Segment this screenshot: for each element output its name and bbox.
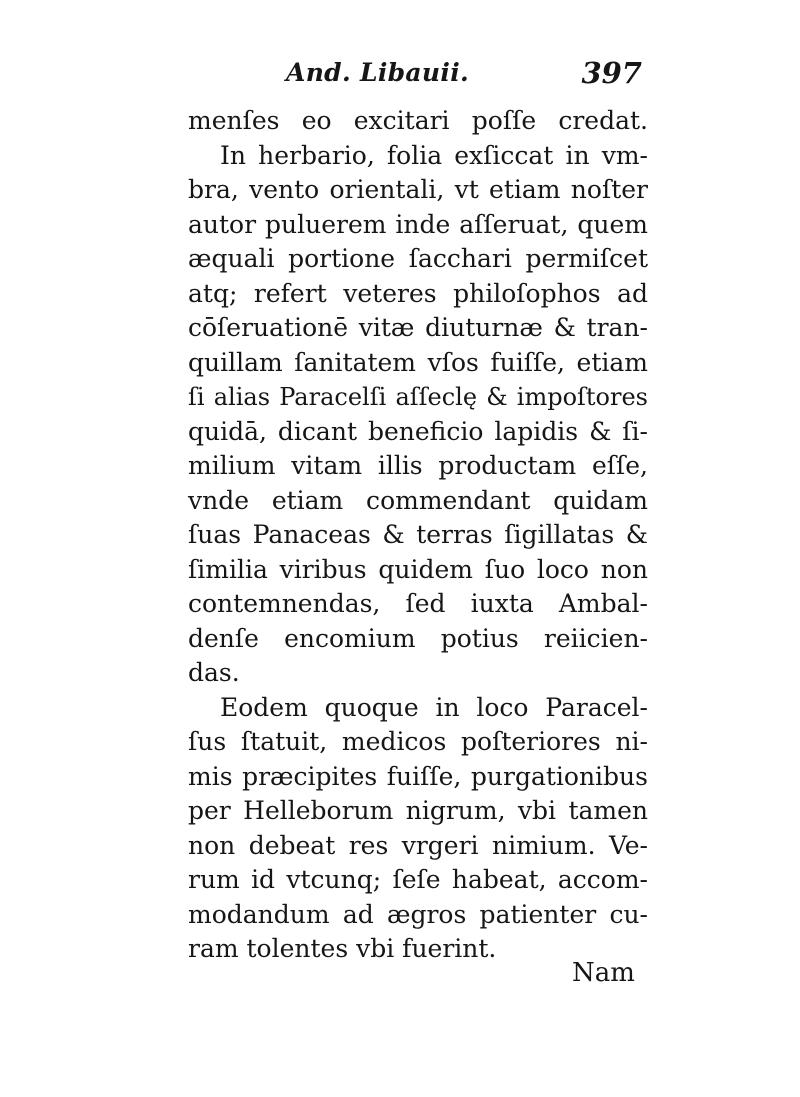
- page-number: 397: [581, 56, 642, 90]
- text-line: modandum ad ægros patienter cu-: [188, 899, 648, 929]
- text-line: cōſeruationē vitæ diuturnæ & tran-: [188, 313, 648, 342]
- text-line: menſes eo excitari poſſe credat.: [188, 106, 648, 135]
- text-line: denſe encomium potius reiicien-: [188, 623, 648, 653]
- text-line: rum id vtcunq; ſeſe habeat, accom-: [188, 865, 648, 894]
- text-line: milium vitam illis productam eſſe,: [188, 451, 648, 480]
- text-line: æquali portione ſacchari permiſcet: [188, 244, 648, 273]
- text-line: contemnendas, ſed iuxta Ambal-: [188, 589, 648, 618]
- text-line: vnde etiam commendant quidam: [188, 485, 648, 515]
- text-line: atq; refert veteres philoſophos ad: [188, 278, 648, 308]
- text-line: per Helleborum nigrum, vbi tamen: [188, 796, 648, 825]
- text-line: quidā, dicant beneficio lapidis & ſi-: [188, 416, 648, 446]
- text-line: quillam ſanitatem vſos fuiſſe, etiam: [188, 347, 648, 377]
- page-header: [186, 56, 646, 100]
- text-line: ſi alias Paracelſi aſſeclę & impoſtores: [188, 383, 648, 411]
- text-line: ram tolentes vbi fuerint.: [188, 934, 497, 963]
- text-line: ſuas Panaceas & terras ſigillatas &: [188, 520, 648, 549]
- text-line: Eodem quoque in loco Paracel-: [220, 692, 648, 722]
- text-line: bra, vento orientali, vt etiam noſter: [188, 175, 648, 204]
- text-line: autor puluerem inde aſſeruat, quem: [188, 209, 648, 239]
- text-line: ſus ſtatuit, medicos poſteriores ni-: [188, 727, 648, 756]
- text-line: mis præcipites fuiſſe, purgationibus: [188, 761, 648, 791]
- body-text: [188, 104, 648, 967]
- text-line: non debeat res vrgeri nimium. Ve-: [188, 830, 648, 860]
- text-line: ſimilia viribus quidem ſuo loco non: [188, 554, 648, 584]
- catchword: Nam: [572, 958, 635, 988]
- text-line: In herbario, folia exſiccat in vm-: [220, 140, 648, 170]
- text-line: das.: [188, 658, 240, 687]
- running-head: And. Libauii.: [286, 58, 469, 87]
